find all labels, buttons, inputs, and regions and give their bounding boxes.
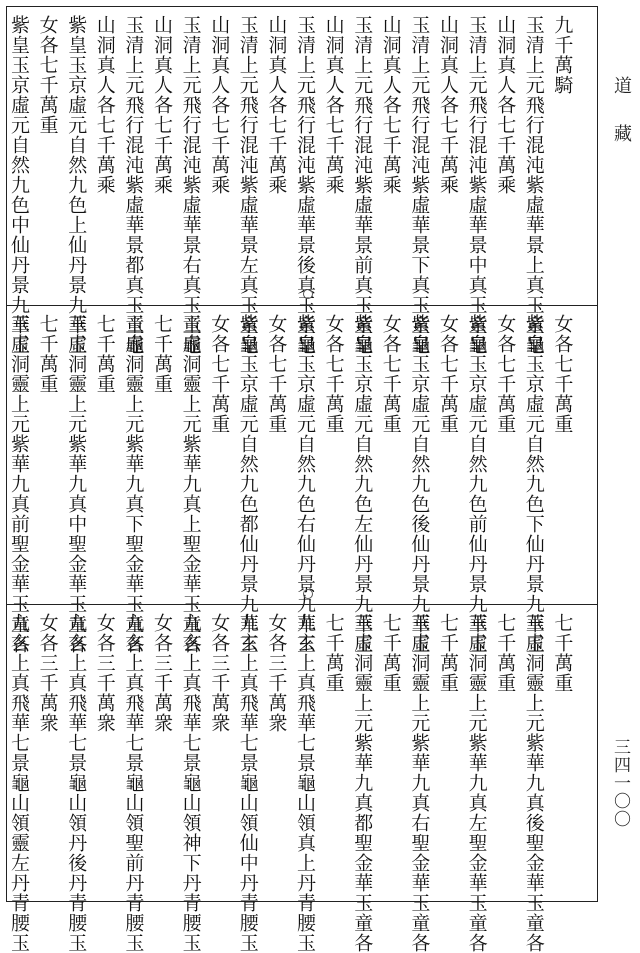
text-column: 玉清上元飛行混沌紫虛華景左真玉童龜 [236, 15, 259, 355]
text-column: 九玄上真飛華七景龜山領聖前丹青腰玉 [122, 613, 145, 953]
text-column: 玉虛洞靈上元紫華九真右聖金華玉童各 [408, 613, 431, 953]
book-title: 道藏 [611, 76, 632, 172]
text-column: 山洞真人各七千萬乘 [494, 15, 517, 195]
text-column: 山洞真人各七千萬乘 [322, 15, 345, 195]
text-column: 女各三千萬衆 [93, 613, 116, 733]
text-panel-top [7, 7, 597, 355]
text-column: 玉清上元飛行混沌紫虛華景上真玉童龜 [522, 15, 545, 355]
circle-mark [303, 289, 313, 299]
text-column: 玉虛洞靈上元紫華九真上聖金華玉童各 [179, 314, 202, 654]
text-column: 女各七千萬重 [208, 314, 231, 434]
text-panel-bottom [7, 605, 597, 953]
text-column: 女各七千萬重 [379, 314, 402, 434]
text-column: 紫皇玉京虛元自然九色下仙丹景九華玉 [522, 314, 545, 654]
text-column: 玉虛洞靈上元紫華九真前聖金華玉童各 [8, 314, 30, 654]
text-column: 玉清上元飛行混沌紫虛華景下真玉童龜 [408, 15, 431, 355]
page-frame [6, 6, 598, 953]
text-column: 紫皇玉京虛元自然九色左仙丹景九華玉 [351, 314, 374, 654]
text-column: 紫皇玉京虛元自然九色都仙丹景九華玉 [236, 314, 259, 654]
text-column: 紫皇玉京虛元自然九色右仙丹景九華玉 [294, 314, 316, 654]
text-column: 七千萬重 [379, 613, 402, 693]
circle-mark [303, 589, 313, 599]
page-margin [598, 0, 640, 908]
text-column: 玉虛洞靈上元紫華九真左聖金華玉童各 [465, 613, 488, 953]
text-column: 七千萬重 [151, 314, 173, 394]
text-column: 紫皇玉京虛元自然九色後仙丹景九華玉 [408, 314, 431, 654]
text-column: 山洞真人各七千萬乘 [151, 15, 173, 195]
text-column: 女各三千萬衆 [36, 613, 59, 733]
text-column: 七千萬重 [93, 314, 116, 394]
text-column: 玉清上元飛行混沌紫虛華景右真玉童龜 [179, 15, 202, 355]
text-column: 女各三千萬衆 [265, 613, 288, 733]
text-column: 九玄上真飛華七景龜山領丹後丹青腰玉 [65, 613, 88, 953]
text-column: 七千萬重 [551, 613, 574, 693]
text-column: 女各七千萬重 [36, 15, 59, 135]
text-column: 玉清上元飛行混沌紫虛華景都真玉童龜 [122, 15, 145, 355]
text-column: 七千萬重 [437, 613, 459, 693]
text-column: 七千萬重 [322, 613, 345, 693]
text-column: 紫皇玉京虛元自然九色中仙丹景九華玉 [8, 15, 30, 355]
text-column: 女各七千萬重 [494, 314, 517, 434]
text-column: 女各三千萬衆 [151, 613, 173, 733]
text-column: 玉清上元飛行混沌紫虛華景中真玉童龜 [465, 15, 488, 355]
text-column: 山洞真人各七千萬乘 [265, 15, 288, 195]
text-column: 九玄上真飛華七景龜山領仙中丹青腰玉 [236, 613, 259, 953]
text-column: 女各七千萬重 [437, 314, 459, 434]
text-panel-middle [7, 306, 597, 654]
text-column: 玉虛洞靈上元紫華九真下聖金華玉童各 [122, 314, 145, 654]
text-column: 紫皇玉京虛元自然九色前仙丹景九華玉 [465, 314, 488, 654]
text-column: 玉清上元飛行混沌紫虛華景後真玉童龜 [294, 15, 316, 355]
text-column: 山洞真人各七千萬乘 [379, 15, 402, 195]
text-column: 女各七千萬重 [265, 314, 288, 434]
text-column: 女各七千萬重 [322, 314, 345, 434]
text-column: 七千萬重 [494, 613, 517, 693]
text-column: 女各三千萬衆 [208, 613, 231, 733]
text-column: 九玄上真飛華七景龜山領靈左丹青腰玉 [8, 613, 30, 953]
text-column: 山洞真人各七千萬乘 [437, 15, 459, 195]
text-column: 女各七千萬重 [551, 314, 574, 434]
text-column: 山洞真人各七千萬乘 [208, 15, 231, 195]
text-column: 七千萬重 [36, 314, 59, 394]
page-number: 三四一〇〇 [610, 738, 630, 828]
text-column: 玉虛洞靈上元紫華九真中聖金華玉童各 [65, 314, 88, 654]
text-column: 山洞真人各七千萬乘 [93, 15, 116, 195]
text-column: 紫皇玉京虛元自然九色上仙丹景九華玉 [65, 15, 88, 355]
text-column: 玉清上元飛行混沌紫虛華景前真玉童龜 [351, 15, 374, 355]
text-column: 玉虛洞靈上元紫華九真都聖金華玉童各 [351, 613, 374, 953]
text-column: 九千萬騎 [551, 15, 574, 95]
text-column: 九玄上真飛華七景龜山領真上丹青腰玉 [294, 613, 316, 953]
text-column: 玉虛洞靈上元紫華九真後聖金華玉童各 [522, 613, 545, 953]
text-column: 九玄上真飛華七景龜山領神下丹青腰玉 [179, 613, 202, 953]
